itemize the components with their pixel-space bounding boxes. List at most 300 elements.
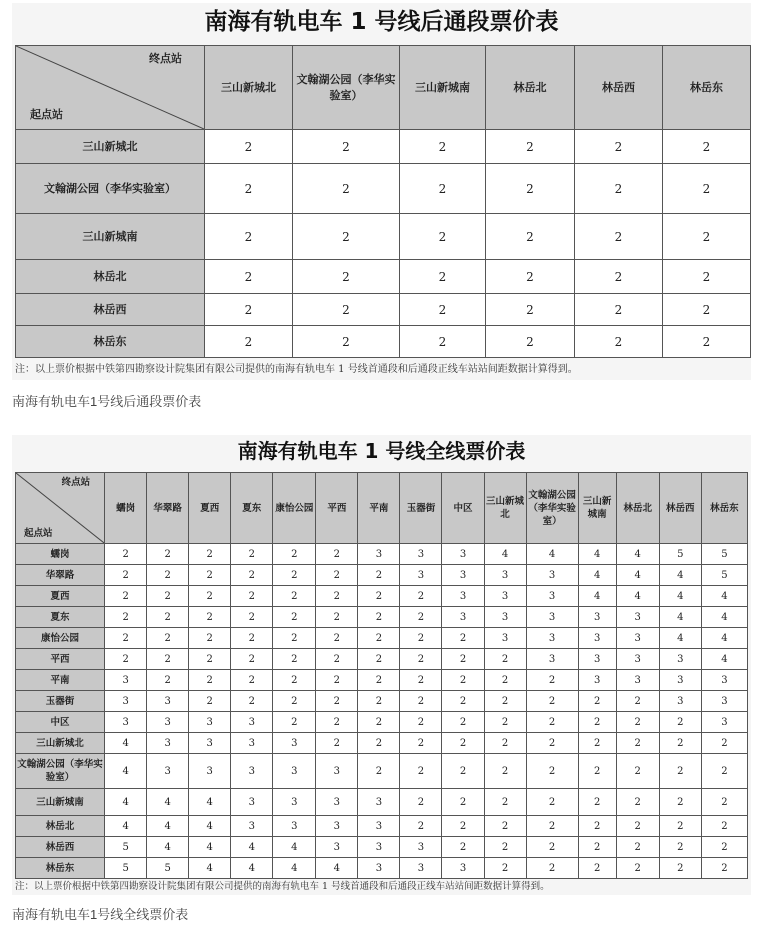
table2-fare-cell: 3 xyxy=(659,649,701,670)
table2-fare-cell: 3 xyxy=(616,607,659,628)
table2-fare-cell: 2 xyxy=(189,544,231,565)
table2-corner-cell xyxy=(16,473,105,544)
table2-fare-cell: 2 xyxy=(273,607,316,628)
table2-fare-cell: 4 xyxy=(147,789,189,816)
table1-row xyxy=(16,294,751,326)
table2-fare-cell: 4 xyxy=(105,754,147,789)
table2-fare-cell: 2 xyxy=(484,858,526,879)
table2-fare-cell: 2 xyxy=(578,816,616,837)
table2-fare-cell: 3 xyxy=(105,670,147,691)
table2-fare-cell: 2 xyxy=(358,754,400,789)
table2-fare-cell: 2 xyxy=(526,733,578,754)
table1-col-header: 文翰湖公园（李华实验室） xyxy=(293,46,400,130)
table2-col-header: 蠕岗 xyxy=(105,473,147,544)
table2-fare-cell: 2 xyxy=(484,670,526,691)
table2-fare-cell: 2 xyxy=(578,712,616,733)
table2-fare-cell: 2 xyxy=(442,712,484,733)
table2-fare-cell: 4 xyxy=(659,607,701,628)
table2-fare-cell: 4 xyxy=(273,858,316,879)
table2-fare-cell: 2 xyxy=(400,754,442,789)
table1-corner-from: 起点站 xyxy=(30,108,63,121)
table2-fare-cell: 2 xyxy=(616,837,659,858)
table2-fare-cell: 4 xyxy=(659,586,701,607)
table1-fare-cell: 2 xyxy=(486,130,575,164)
table2-fare-cell: 3 xyxy=(484,586,526,607)
table2-fare-cell: 3 xyxy=(442,607,484,628)
table2-fare-cell: 2 xyxy=(105,565,147,586)
table2-fare-cell: 3 xyxy=(526,586,578,607)
table2-row-header: 夏西 xyxy=(16,586,105,607)
table2-row-header: 林岳西 xyxy=(16,837,105,858)
table2-fare-cell: 2 xyxy=(526,712,578,733)
table2-fare-cell: 2 xyxy=(442,670,484,691)
table2-body xyxy=(16,544,748,879)
table1-col-header: 林岳西 xyxy=(575,46,663,130)
table2-fare-cell: 2 xyxy=(316,712,358,733)
table2-fare-cell: 3 xyxy=(231,712,273,733)
table2-fare-cell: 2 xyxy=(147,670,189,691)
table2-fare-cell: 2 xyxy=(578,691,616,712)
table1-fare-cell: 2 xyxy=(486,164,575,214)
table2-title: 南海有轨电车 1 号线全线票价表 xyxy=(237,439,526,463)
table1-col-header: 三山新城南 xyxy=(400,46,486,130)
table2-fare-cell: 5 xyxy=(147,858,189,879)
table2-fare-cell: 3 xyxy=(526,565,578,586)
table2-fare-cell: 3 xyxy=(105,712,147,733)
table1-fare-cell: 2 xyxy=(400,294,486,326)
table2-fare-cell: 4 xyxy=(105,816,147,837)
table2-fare-cell: 3 xyxy=(484,565,526,586)
table1-fare-cell: 2 xyxy=(575,130,663,164)
table1-fare-cell: 2 xyxy=(293,294,400,326)
table1-row xyxy=(16,260,751,294)
table2-row xyxy=(16,858,748,879)
table2-row xyxy=(16,670,748,691)
table2-fare-cell: 2 xyxy=(484,754,526,789)
table2-col-header: 中区 xyxy=(442,473,484,544)
table2-fare-cell: 2 xyxy=(701,837,747,858)
table2-col-header: 平西 xyxy=(316,473,358,544)
table1-title: 南海有轨电车 1 号线后通段票价表 xyxy=(204,9,559,35)
table2-fare-cell: 2 xyxy=(189,670,231,691)
table1-fare-cell: 2 xyxy=(205,294,293,326)
table2-fare-cell: 2 xyxy=(358,691,400,712)
table2-fare-cell: 4 xyxy=(659,565,701,586)
table1-fare-cell: 2 xyxy=(400,214,486,260)
table2-fare-cell: 2 xyxy=(616,816,659,837)
table2-fare-cell: 2 xyxy=(105,544,147,565)
table1-fare-cell: 2 xyxy=(663,130,751,164)
table2-fare-cell: 3 xyxy=(616,628,659,649)
table1-corner-cell xyxy=(16,46,205,130)
table2-row-header: 平西 xyxy=(16,649,105,670)
table1-fare-cell: 2 xyxy=(400,130,486,164)
table2-fare-cell: 4 xyxy=(616,544,659,565)
table2-row xyxy=(16,712,748,733)
table2-col-header: 林岳东 xyxy=(701,473,747,544)
table2-corner-to: 终点站 xyxy=(61,477,91,488)
table2-fare-cell: 2 xyxy=(273,670,316,691)
table2-fare-cell: 3 xyxy=(442,565,484,586)
table2-fare-cell: 4 xyxy=(189,858,231,879)
table2-row xyxy=(16,816,748,837)
table2-fare-cell: 2 xyxy=(400,712,442,733)
table2-fare-cell: 3 xyxy=(231,789,273,816)
table2-fare-cell: 2 xyxy=(358,565,400,586)
fare-table-figure-2 xyxy=(12,435,751,895)
table2-fare-cell: 2 xyxy=(484,649,526,670)
table2-fare-cell: 4 xyxy=(189,789,231,816)
table2-fare-cell: 4 xyxy=(701,607,747,628)
table2-fare-cell: 3 xyxy=(442,544,484,565)
table2-fare-cell: 3 xyxy=(147,712,189,733)
table2-fare-cell: 2 xyxy=(701,754,747,789)
table2-fare-cell: 2 xyxy=(484,789,526,816)
table2-fare-cell: 2 xyxy=(400,628,442,649)
table2-fare-cell: 2 xyxy=(147,544,189,565)
table2-fare-cell: 2 xyxy=(701,789,747,816)
table2-fare-cell: 2 xyxy=(231,607,273,628)
table2-fare-cell: 3 xyxy=(442,858,484,879)
table2-fare-cell: 3 xyxy=(358,789,400,816)
table2-fare-cell: 3 xyxy=(701,691,747,712)
table1-row-header: 林岳北 xyxy=(16,260,205,294)
table1-col-header: 林岳北 xyxy=(486,46,575,130)
table2-fare-cell: 3 xyxy=(578,649,616,670)
table2-fare-cell: 2 xyxy=(316,586,358,607)
table2-fare-cell: 5 xyxy=(105,837,147,858)
table2-fare-cell: 3 xyxy=(189,754,231,789)
table1-fare-cell: 2 xyxy=(663,164,751,214)
table1-fare-cell: 2 xyxy=(575,326,663,358)
table1-col-header: 林岳东 xyxy=(663,46,751,130)
table2-fare-cell: 4 xyxy=(616,565,659,586)
table2-fare-cell: 2 xyxy=(105,586,147,607)
table2-fare-cell: 3 xyxy=(147,691,189,712)
table2-fare-cell: 3 xyxy=(484,628,526,649)
table2-col-header: 林岳北 xyxy=(616,473,659,544)
table2-fare-cell: 2 xyxy=(189,586,231,607)
table2-fare-cell: 3 xyxy=(701,670,747,691)
table1-fare-cell: 2 xyxy=(575,164,663,214)
table2-fare-cell: 4 xyxy=(578,544,616,565)
table1-row-header: 林岳东 xyxy=(16,326,205,358)
table2-fare-cell: 2 xyxy=(316,670,358,691)
table2-fare-cell: 2 xyxy=(484,733,526,754)
table1-fare-cell: 2 xyxy=(486,294,575,326)
table1-fare-cell: 2 xyxy=(663,326,751,358)
table2-fare-cell: 2 xyxy=(400,649,442,670)
table2-fare-cell: 3 xyxy=(400,565,442,586)
table2-fare-cell: 5 xyxy=(701,544,747,565)
table1-fare-cell: 2 xyxy=(400,260,486,294)
table2-fare-cell: 2 xyxy=(316,565,358,586)
table2-col-header: 夏东 xyxy=(231,473,273,544)
table2-col-header: 康怡公园 xyxy=(273,473,316,544)
table2-fare-cell: 2 xyxy=(273,544,316,565)
table2-row-header: 中区 xyxy=(16,712,105,733)
table2-fare-cell: 3 xyxy=(273,754,316,789)
table2-fare-cell: 2 xyxy=(189,649,231,670)
table2-row-header: 康怡公园 xyxy=(16,628,105,649)
table2-fare-cell: 3 xyxy=(316,789,358,816)
table1-row xyxy=(16,164,751,214)
table2-fare-cell: 5 xyxy=(105,858,147,879)
table2-fare-cell: 2 xyxy=(273,586,316,607)
table2-fare-cell: 4 xyxy=(147,816,189,837)
table2-fare-cell: 2 xyxy=(231,586,273,607)
table2-fare-cell: 2 xyxy=(442,649,484,670)
table1-header-row xyxy=(16,46,751,130)
table2-fare-cell: 2 xyxy=(147,586,189,607)
table1-row xyxy=(16,326,751,358)
table2-fare-cell: 4 xyxy=(189,816,231,837)
table2-fare-cell: 3 xyxy=(442,586,484,607)
table2-fare-cell: 2 xyxy=(147,649,189,670)
table2-fare-cell: 3 xyxy=(316,754,358,789)
table2-fare-cell: 2 xyxy=(616,733,659,754)
table1-corner-to: 终点站 xyxy=(149,52,182,65)
table2-fare-cell: 2 xyxy=(616,712,659,733)
table2-fare-cell: 3 xyxy=(105,691,147,712)
table2-fare-cell: 5 xyxy=(659,544,701,565)
table1-caption: 南海有轨电车1号线后通段票价表 xyxy=(12,394,202,409)
table1-body xyxy=(16,130,751,358)
table2-fare-cell: 2 xyxy=(442,816,484,837)
table2-fare-cell: 2 xyxy=(358,733,400,754)
table2-fare-cell: 2 xyxy=(316,649,358,670)
table2-fare-cell: 2 xyxy=(659,789,701,816)
table2-fare-cell: 2 xyxy=(231,670,273,691)
table2-row-header: 蠕岗 xyxy=(16,544,105,565)
table2-fare-cell: 3 xyxy=(273,733,316,754)
table2-fare-cell: 2 xyxy=(358,670,400,691)
table2-fare-cell: 4 xyxy=(484,544,526,565)
table2-fare-cell: 2 xyxy=(273,691,316,712)
table2-fare-cell: 4 xyxy=(659,628,701,649)
table1-note: 注：以上票价根据中铁第四勘察设计院集团有限公司提供的南海有轨电车 1 号线首通段和后通段正线车站站间距数据计算得到。 xyxy=(15,364,578,375)
table2-fare-cell: 2 xyxy=(616,858,659,879)
table2-fare-cell: 3 xyxy=(526,607,578,628)
table1-fare-cell: 2 xyxy=(663,260,751,294)
table2-fare-cell: 3 xyxy=(400,837,442,858)
table2-fare-cell: 2 xyxy=(616,789,659,816)
table2-corner-from: 起点站 xyxy=(24,528,53,539)
table2-row-header: 夏东 xyxy=(16,607,105,628)
table1-fare-cell: 2 xyxy=(663,214,751,260)
table2-fare-cell: 3 xyxy=(701,712,747,733)
table2-fare-cell: 4 xyxy=(701,649,747,670)
table2-fare-cell: 2 xyxy=(147,628,189,649)
table2-row xyxy=(16,789,748,816)
table1-fare-cell: 2 xyxy=(575,214,663,260)
table2-fare-cell: 2 xyxy=(484,691,526,712)
table2-fare-cell: 2 xyxy=(578,733,616,754)
table2-fare-cell: 3 xyxy=(231,733,273,754)
table2-fare-cell: 2 xyxy=(659,733,701,754)
table2-fare-cell: 3 xyxy=(484,607,526,628)
table1-fare-cell: 2 xyxy=(293,214,400,260)
table2-fare-cell: 2 xyxy=(273,565,316,586)
table1-fare-cell: 2 xyxy=(486,260,575,294)
table2-col-header: 平南 xyxy=(358,473,400,544)
table2-fare-cell: 4 xyxy=(231,837,273,858)
table2-fare-cell: 3 xyxy=(316,837,358,858)
table1-col-header: 三山新城北 xyxy=(205,46,293,130)
table2-row-header: 平南 xyxy=(16,670,105,691)
fare-table-figure-1 xyxy=(12,3,751,380)
table2-col-header: 林岳西 xyxy=(659,473,701,544)
table1-fare-cell: 2 xyxy=(400,326,486,358)
table2-fare-cell: 2 xyxy=(189,607,231,628)
table2-fare-cell: 2 xyxy=(316,628,358,649)
table2-fare-cell: 2 xyxy=(358,628,400,649)
table2-fare-cell: 2 xyxy=(316,691,358,712)
table2-fare-cell: 3 xyxy=(147,754,189,789)
table2-row-header: 三山新城北 xyxy=(16,733,105,754)
table2-fare-cell: 2 xyxy=(526,691,578,712)
table2-fare-cell: 4 xyxy=(526,544,578,565)
table2-fare-cell: 4 xyxy=(316,858,358,879)
table2-row xyxy=(16,586,748,607)
table2-fare-cell: 2 xyxy=(701,816,747,837)
table2-row xyxy=(16,565,748,586)
table2-fare-cell: 3 xyxy=(659,691,701,712)
table1-fare-cell: 2 xyxy=(575,294,663,326)
table2-fare-cell: 2 xyxy=(578,837,616,858)
table2-fare-cell: 2 xyxy=(526,789,578,816)
table2-fare-cell: 2 xyxy=(659,837,701,858)
table2-row xyxy=(16,607,748,628)
table2-fare-cell: 2 xyxy=(316,607,358,628)
table2-fare-cell: 2 xyxy=(147,607,189,628)
table2-fare-cell: 2 xyxy=(358,712,400,733)
table2-fare-cell: 2 xyxy=(578,754,616,789)
table2-fare-cell: 2 xyxy=(442,754,484,789)
table2-fare-cell: 2 xyxy=(400,586,442,607)
table1-fare-cell: 2 xyxy=(205,326,293,358)
table2-row xyxy=(16,691,748,712)
table2-fare-cell: 4 xyxy=(105,733,147,754)
table2-fare-cell: 2 xyxy=(659,712,701,733)
table2-fare-cell: 3 xyxy=(526,649,578,670)
table2-row xyxy=(16,754,748,789)
table2-fare-cell: 2 xyxy=(701,858,747,879)
table2-fare-cell: 2 xyxy=(442,789,484,816)
table2-fare-cell: 2 xyxy=(358,586,400,607)
table2-fare-cell: 3 xyxy=(526,628,578,649)
table2-col-header: 华翠路 xyxy=(147,473,189,544)
table2-fare-cell: 3 xyxy=(578,607,616,628)
fare-table-1 xyxy=(15,45,751,358)
table2-fare-cell: 2 xyxy=(659,858,701,879)
table2-fare-cell: 2 xyxy=(526,670,578,691)
table2-fare-cell: 3 xyxy=(273,789,316,816)
table1-row-header: 文翰湖公园（李华实验室） xyxy=(16,164,205,214)
table2-row xyxy=(16,649,748,670)
table2-fare-cell: 3 xyxy=(616,670,659,691)
table2-fare-cell: 3 xyxy=(578,628,616,649)
table2-row xyxy=(16,733,748,754)
table2-fare-cell: 2 xyxy=(189,565,231,586)
table2-fare-cell: 2 xyxy=(616,754,659,789)
table2-fare-cell: 2 xyxy=(659,754,701,789)
table2-fare-cell: 2 xyxy=(701,733,747,754)
table2-fare-cell: 2 xyxy=(105,607,147,628)
table2-fare-cell: 4 xyxy=(701,586,747,607)
table2-row-header: 三山新城南 xyxy=(16,789,105,816)
table2-row xyxy=(16,628,748,649)
table2-row-header: 林岳北 xyxy=(16,816,105,837)
table2-fare-cell: 4 xyxy=(147,837,189,858)
table2-fare-cell: 2 xyxy=(189,691,231,712)
table2-fare-cell: 2 xyxy=(105,628,147,649)
table2-fare-cell: 2 xyxy=(526,858,578,879)
table2-fare-cell: 3 xyxy=(400,544,442,565)
table2-row-header: 华翠路 xyxy=(16,565,105,586)
table1-fare-cell: 2 xyxy=(293,326,400,358)
table2-fare-cell: 2 xyxy=(526,837,578,858)
table2-col-header: 夏西 xyxy=(189,473,231,544)
table2-fare-cell: 2 xyxy=(526,754,578,789)
table2-fare-cell: 2 xyxy=(316,733,358,754)
table2-fare-cell: 4 xyxy=(231,858,273,879)
table2-note: 注：以上票价根据中铁第四勘察设计院集团有限公司提供的南海有轨电车 1 号线首通段和后通段正线车站站间距数据计算得到。 xyxy=(15,881,550,892)
table2-fare-cell: 2 xyxy=(231,544,273,565)
fare-table-2 xyxy=(15,472,748,879)
table2-fare-cell: 4 xyxy=(578,586,616,607)
table2-caption: 南海有轨电车1号线全线票价表 xyxy=(12,907,189,922)
table2-fare-cell: 3 xyxy=(147,733,189,754)
table2-fare-cell: 2 xyxy=(105,649,147,670)
table2-fare-cell: 3 xyxy=(578,670,616,691)
table1-fare-cell: 2 xyxy=(400,164,486,214)
table2-fare-cell: 2 xyxy=(400,733,442,754)
table1-fare-cell: 2 xyxy=(205,260,293,294)
table2-fare-cell: 3 xyxy=(316,816,358,837)
table2-fare-cell: 2 xyxy=(484,816,526,837)
table1-fare-cell: 2 xyxy=(486,326,575,358)
table2-fare-cell: 2 xyxy=(400,670,442,691)
table2-fare-cell: 2 xyxy=(442,733,484,754)
table2-fare-cell: 2 xyxy=(400,816,442,837)
table2-fare-cell: 3 xyxy=(659,670,701,691)
table2-row-header: 文翰湖公园（李华实验室） xyxy=(16,754,105,789)
table2-fare-cell: 3 xyxy=(231,816,273,837)
table2-fare-cell: 2 xyxy=(400,607,442,628)
table2-fare-cell: 2 xyxy=(231,628,273,649)
table2-fare-cell: 2 xyxy=(442,837,484,858)
table2-row-header: 玉器街 xyxy=(16,691,105,712)
table2-fare-cell: 3 xyxy=(400,858,442,879)
table1-fare-cell: 2 xyxy=(293,260,400,294)
table1-fare-cell: 2 xyxy=(293,130,400,164)
table2-fare-cell: 2 xyxy=(231,565,273,586)
table2-fare-cell: 4 xyxy=(578,565,616,586)
table1-row-header: 林岳西 xyxy=(16,294,205,326)
table2-fare-cell: 2 xyxy=(358,607,400,628)
table2-row xyxy=(16,544,748,565)
table1-fare-cell: 2 xyxy=(486,214,575,260)
table2-fare-cell: 4 xyxy=(273,837,316,858)
table2-fare-cell: 2 xyxy=(442,691,484,712)
table2-fare-cell: 2 xyxy=(231,691,273,712)
table2-fare-cell: 2 xyxy=(400,789,442,816)
table1-fare-cell: 2 xyxy=(205,130,293,164)
table2-fare-cell: 2 xyxy=(616,691,659,712)
table1-fare-cell: 2 xyxy=(575,260,663,294)
table2-fare-cell: 2 xyxy=(526,816,578,837)
